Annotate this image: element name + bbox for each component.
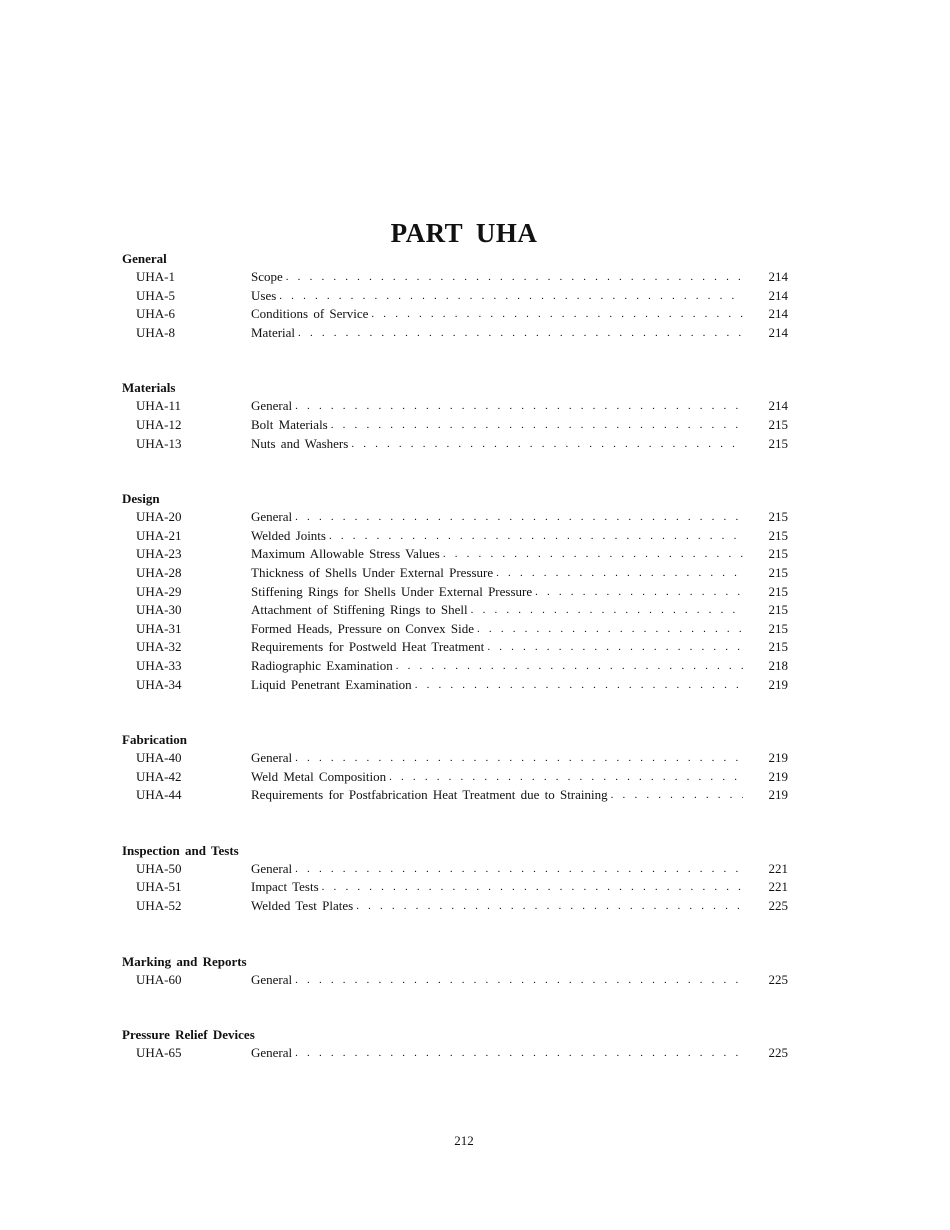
toc-entry[interactable]: [122, 545, 802, 564]
toc-entry[interactable]: [122, 508, 802, 527]
entry-title: Impact Tests: [251, 879, 319, 895]
entry-title: Maximum Allowable Stress Values: [251, 546, 440, 562]
entry-number: UHA-31: [136, 620, 182, 636]
entry-page: 215: [768, 546, 788, 562]
table-of-contents: [122, 250, 802, 1100]
entry-title: Conditions of Service: [251, 306, 369, 322]
toc-entry[interactable]: [122, 786, 802, 805]
entry-number: UHA-1: [136, 269, 175, 284]
entry-title: Radiographic Examination: [251, 657, 393, 673]
entry-number: UHA-32: [136, 639, 182, 655]
entry-title: Attachment of Stiffening Rings to Shell: [251, 602, 468, 618]
entry-title: Material: [251, 324, 296, 340]
entry-title: Nuts and Washers: [251, 435, 349, 451]
entry-number: UHA-28: [136, 564, 182, 580]
dot-leader: [611, 786, 743, 805]
page-number: 212: [454, 1133, 474, 1148]
entry-page: 219: [768, 676, 788, 692]
dot-leader: [496, 564, 743, 583]
entry-title: Requirements for Postweld Heat Treatment: [251, 639, 485, 655]
dot-leader: [443, 545, 743, 564]
dot-leader: [371, 305, 743, 324]
entry-title: Uses: [251, 287, 277, 303]
toc-section-pressure-relief-devices: [122, 1026, 802, 1063]
dot-leader: [295, 397, 743, 416]
toc-section-marking-and-reports: [122, 953, 802, 990]
toc-entry[interactable]: [122, 397, 802, 416]
entry-number: UHA-51: [136, 879, 182, 895]
entry-title: Welded Test Plates: [251, 898, 354, 914]
section-heading: Design: [122, 491, 160, 507]
entry-page: 214: [768, 269, 788, 284]
entry-number: UHA-60: [136, 971, 182, 987]
entry-number: UHA-29: [136, 583, 182, 599]
dot-leader: [471, 601, 743, 620]
toc-entry[interactable]: [122, 860, 802, 879]
dot-leader: [356, 897, 743, 916]
entry-number: UHA-65: [136, 1045, 182, 1061]
toc-section-design: [122, 490, 802, 694]
toc-section-inspection-and-tests: [122, 842, 802, 916]
entry-title: Bolt Materials: [251, 416, 328, 432]
toc-entry[interactable]: [122, 638, 802, 657]
entry-title: Scope: [251, 269, 283, 284]
entry-page: 214: [768, 287, 788, 303]
entry-title: Welded Joints: [251, 527, 326, 543]
toc-entry[interactable]: [122, 749, 802, 768]
entry-number: UHA-13: [136, 435, 182, 451]
toc-entry[interactable]: [122, 435, 802, 454]
dot-leader: [351, 435, 743, 454]
entry-page: 219: [768, 787, 788, 803]
toc-entry[interactable]: [122, 287, 802, 306]
toc-entry[interactable]: [122, 583, 802, 602]
entry-number: UHA-6: [136, 306, 175, 322]
dot-leader: [295, 971, 743, 990]
entry-page: 218: [768, 657, 788, 673]
toc-entry[interactable]: [122, 657, 802, 676]
toc-section-fabrication: [122, 731, 802, 805]
dot-leader: [535, 583, 743, 602]
entry-number: UHA-30: [136, 602, 182, 618]
section-heading: Pressure Relief Devices: [122, 1027, 255, 1043]
entry-number: UHA-33: [136, 657, 182, 673]
entry-page: 215: [768, 583, 788, 599]
toc-entry[interactable]: [122, 564, 802, 583]
entry-page: 215: [768, 416, 788, 432]
entry-number: UHA-44: [136, 787, 182, 803]
dot-leader: [295, 508, 743, 527]
entry-number: UHA-11: [136, 398, 182, 414]
entry-title: General: [251, 750, 293, 766]
entry-title: General: [251, 509, 293, 525]
entry-number: UHA-34: [136, 676, 182, 692]
dot-leader: [295, 1044, 743, 1063]
entry-title: General: [251, 398, 293, 414]
entry-number: UHA-20: [136, 509, 182, 525]
entry-page: 215: [768, 509, 788, 525]
entry-number: UHA-5: [136, 287, 175, 303]
entry-page: 215: [768, 435, 788, 451]
section-heading: Materials: [122, 380, 176, 396]
entry-number: UHA-21: [136, 527, 182, 543]
toc-entry[interactable]: [122, 620, 802, 639]
entry-number: UHA-8: [136, 324, 175, 340]
toc-entry[interactable]: [122, 768, 802, 787]
dot-leader: [298, 324, 743, 343]
entry-title: General: [251, 860, 293, 876]
toc-entry[interactable]: [122, 601, 802, 620]
dot-leader: [286, 268, 743, 287]
entry-page: 225: [768, 971, 788, 987]
section-heading: Marking and Reports: [122, 953, 247, 969]
entry-page: 215: [768, 620, 788, 636]
toc-entry[interactable]: [122, 897, 802, 916]
dot-leader: [331, 416, 743, 435]
dot-leader: [279, 287, 743, 306]
dot-leader: [329, 527, 743, 546]
entry-page: 215: [768, 639, 788, 655]
entry-title: General: [251, 1045, 293, 1061]
toc-entry[interactable]: [122, 268, 802, 287]
entry-number: UHA-12: [136, 416, 182, 432]
page-title: PART UHA: [390, 218, 538, 249]
toc-entry[interactable]: [122, 1044, 802, 1063]
section-heading: Inspection and Tests: [122, 842, 239, 858]
entry-page: 225: [768, 1045, 788, 1061]
entry-title: Liquid Penetrant Examination: [251, 676, 412, 692]
dot-leader: [322, 878, 743, 897]
toc-section-materials: [122, 379, 802, 453]
section-heading: Fabrication: [122, 732, 187, 748]
dot-leader: [396, 657, 743, 676]
entry-page: 219: [768, 750, 788, 766]
entry-title: Formed Heads, Pressure on Convex Side: [251, 620, 475, 636]
toc-entry[interactable]: [122, 878, 802, 897]
toc-entry[interactable]: [122, 971, 802, 990]
dot-leader: [295, 860, 743, 879]
toc-section-general: [122, 250, 802, 342]
dot-leader: [487, 638, 743, 657]
toc-entry[interactable]: [122, 527, 802, 546]
dot-leader: [477, 620, 743, 639]
entry-page: 215: [768, 564, 788, 580]
entry-title: Weld Metal Composition: [251, 768, 387, 784]
toc-entry[interactable]: [122, 305, 802, 324]
entry-title: Stiffening Rings for Shells Under External Pressure: [251, 583, 533, 599]
entry-page: 215: [768, 527, 788, 543]
entry-title: Thickness of Shells Under External Pressure: [251, 564, 494, 580]
entry-number: UHA-52: [136, 898, 182, 914]
entry-page: 214: [768, 306, 788, 322]
entry-page: 215: [768, 602, 788, 618]
entry-title: Requirements for Postfabrication Heat Treatment due to Straining: [251, 787, 608, 803]
dot-leader: [295, 749, 743, 768]
dot-leader: [415, 676, 743, 695]
toc-entry[interactable]: [122, 416, 802, 435]
entry-number: UHA-23: [136, 546, 182, 562]
entry-page: 225: [768, 898, 788, 914]
entry-page: 221: [768, 860, 788, 876]
entry-title: General: [251, 971, 293, 987]
entry-page: 221: [768, 879, 788, 895]
entry-page: 219: [768, 768, 788, 784]
entry-page: 214: [768, 324, 788, 340]
dot-leader: [389, 768, 743, 787]
entry-number: UHA-40: [136, 750, 182, 766]
toc-entry[interactable]: [122, 324, 802, 343]
entry-page: 214: [768, 398, 788, 414]
section-heading: General: [122, 251, 167, 266]
toc-entry[interactable]: [122, 676, 802, 695]
entry-number: UHA-50: [136, 860, 182, 876]
entry-number: UHA-42: [136, 768, 182, 784]
